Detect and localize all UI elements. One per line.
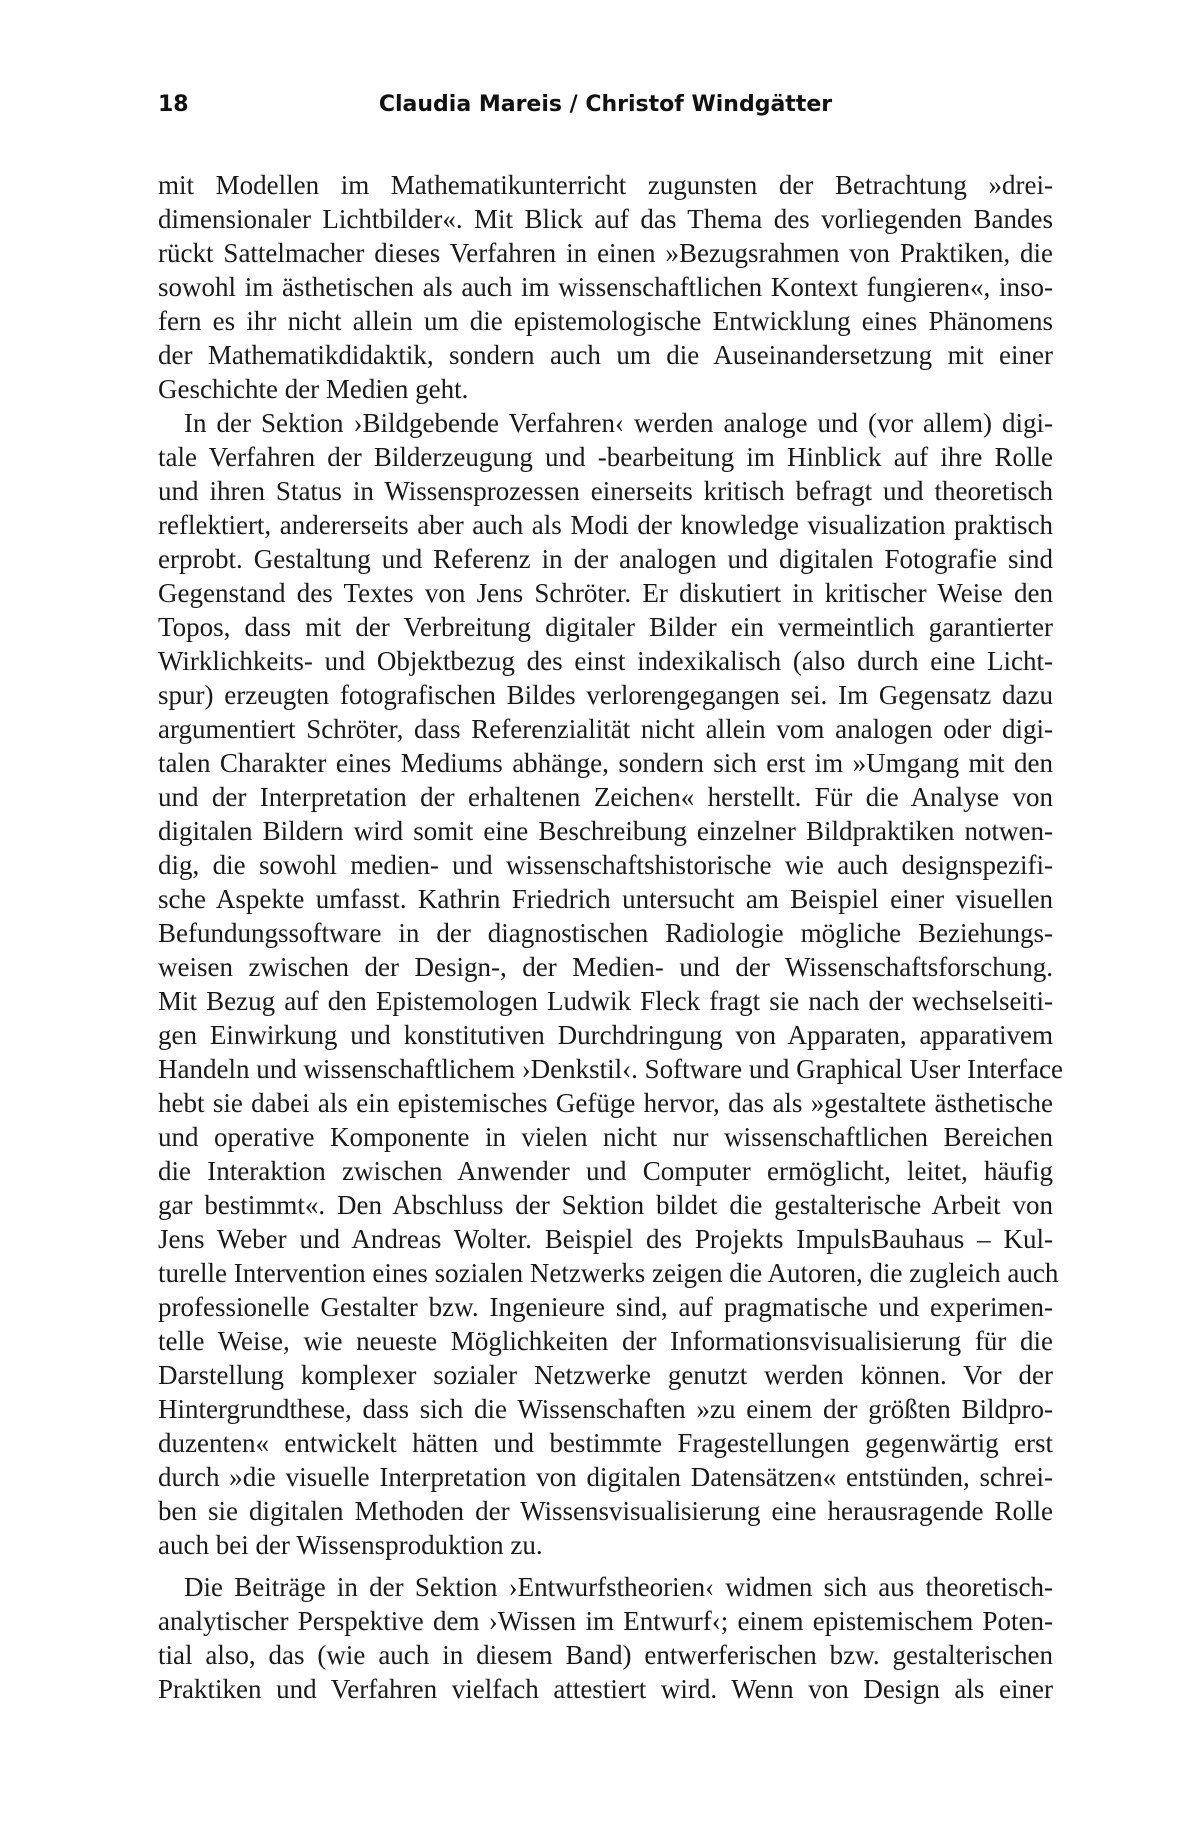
text-line: sowohl im ästhetischen als auch im wissenschaftlichen Kontext fungieren«, inso- (158, 272, 1053, 302)
page-header (158, 92, 1053, 124)
body-text (158, 168, 1063, 1706)
text-line: Hintergrundthese, dass sich die Wissenschaften »zu einem der größten Bildpro- (158, 1394, 1053, 1424)
text-line: Handeln und wissenschaftlichem ›Denkstil‹. Software und Graphical User Interface (158, 1054, 1063, 1084)
text-line: Topos, dass mit der Verbreitung digitaler Bilder ein vermeintlich garantierter (158, 612, 1053, 642)
text-line: sche Aspekte umfasst. Kathrin Friedrich untersucht am Beispiel einer visuellen (158, 884, 1053, 914)
text-line: dimensionaler Lichtbilder«. Mit Blick auf das Thema des vorliegenden Bandes (158, 204, 1053, 234)
text-line: tial also, das (wie auch in diesem Band) entwerferischen bzw. gestalterischen (158, 1640, 1053, 1670)
text-line: fern es ihr nicht allein um die epistemologische Entwicklung eines Phänomens (158, 306, 1053, 336)
text-line: Darstellung komplexer sozialer Netzwerke genutzt werden können. Vor der (158, 1360, 1053, 1390)
text-line: weisen zwischen der Design-, der Medien- und der Wissenschaftsforschung. (158, 952, 1053, 982)
text-line: duzenten« entwickelt hätten und bestimmte Fragestellungen gegenwärtig erst (158, 1428, 1053, 1458)
text-line: analytischer Perspektive dem ›Wissen im Entwurf‹; einem epistemischem Poten- (158, 1606, 1053, 1636)
text-line: der Mathematikdidaktik, sondern auch um die Auseinandersetzung mit einer (158, 340, 1053, 370)
text-line: die Interaktion zwischen Anwender und Computer ermöglicht, leitet, häufig (158, 1156, 1053, 1186)
text-line: und operative Komponente in vielen nicht nur wissenschaftlichen Bereichen (158, 1122, 1053, 1152)
text-line: In der Sektion ›Bildgebende Verfahren‹ werden analoge und (vor allem) digi- (184, 408, 1053, 438)
text-line: und ihren Status in Wissensprozessen einerseits kritisch befragt und theoretisch (158, 476, 1053, 506)
text-line: Wirklichkeits- und Objektbezug des einst indexikalisch (also durch eine Licht- (158, 646, 1053, 676)
text-line: telle Weise, wie neueste Möglichkeiten der Informationsvisualisierung für die (158, 1326, 1053, 1356)
text-line: reflektiert, andererseits aber auch als Modi der knowledge visualization praktisch (158, 510, 1053, 540)
text-line: turelle Intervention eines sozialen Netzwerks zeigen die Autoren, die zugleich auch (158, 1258, 1059, 1288)
text-line: Jens Weber und Andreas Wolter. Beispiel des Projekts ImpulsBauhaus – Kul- (158, 1224, 1053, 1254)
text-line: auch bei der Wissensproduktion zu. (158, 1530, 543, 1560)
text-line: argumentiert Schröter, dass Referenzialität nicht allein vom analogen oder digi- (158, 714, 1053, 744)
text-line: Praktiken und Verfahren vielfach attestiert wird. Wenn von Design als einer (158, 1674, 1053, 1704)
text-line: ben sie digitalen Methoden der Wissensvisualisierung eine herausragende Rolle (158, 1496, 1053, 1526)
text-line: hebt sie dabei als ein epistemisches Gefüge hervor, das als »gestaltete ästhetische (158, 1088, 1053, 1118)
running-title: Claudia Mareis / Christof Windgätter (378, 92, 833, 117)
text-line: erprobt. Gestaltung und Referenz in der analogen und digitalen Fotografie sind (158, 544, 1053, 574)
text-line: mit Modellen im Mathematikunterricht zugunsten der Betrachtung »drei- (158, 170, 1053, 200)
text-line: gar bestimmt«. Den Abschluss der Sektion bildet die gestalterische Arbeit von (158, 1190, 1053, 1220)
text-line: und der Interpretation der erhaltenen Zeichen« herstellt. Für die Analyse von (158, 782, 1053, 812)
text-line: Die Beiträge in der Sektion ›Entwurfstheorien‹ widmen sich aus theoretisch- (184, 1572, 1053, 1602)
page-number: 18 (158, 92, 189, 117)
text-line: Befundungssoftware in der diagnostischen Radiologie mögliche Beziehungs- (158, 918, 1053, 948)
text-line: spur) erzeugten fotografischen Bildes verlorengegangen sei. Im Gegensatz dazu (158, 680, 1053, 710)
text-line: rückt Sattelmacher dieses Verfahren in einen »Bezugsrahmen von Praktiken, die (158, 238, 1053, 268)
text-line: tale Verfahren der Bilderzeugung und -bearbeitung im Hinblick auf ihre Rolle (158, 442, 1053, 472)
text-line: Mit Bezug auf den Epistemologen Ludwik Fleck fragt sie nach der wechselseiti- (158, 986, 1053, 1016)
text-line: Gegenstand des Textes von Jens Schröter. Er diskutiert in kritischer Weise den (158, 578, 1053, 608)
text-line: professionelle Gestalter bzw. Ingenieure sind, auf pragmatische und experimen- (158, 1292, 1053, 1322)
text-line: durch »die visuelle Interpretation von digitalen Datensätzen« entstünden, schrei- (158, 1462, 1053, 1492)
text-line: talen Charakter eines Mediums abhänge, sondern sich erst im »Umgang mit den (158, 748, 1053, 778)
text-line: dig, die sowohl medien- und wissenschaftshistorische wie auch designspezifi- (158, 850, 1053, 880)
text-line: digitalen Bildern wird somit eine Beschreibung einzelner Bildpraktiken notwen- (158, 816, 1053, 846)
text-line: gen Einwirkung und konstitutiven Durchdringung von Apparaten, apparativem (158, 1020, 1053, 1050)
text-line: Geschichte der Medien geht. (158, 374, 469, 404)
